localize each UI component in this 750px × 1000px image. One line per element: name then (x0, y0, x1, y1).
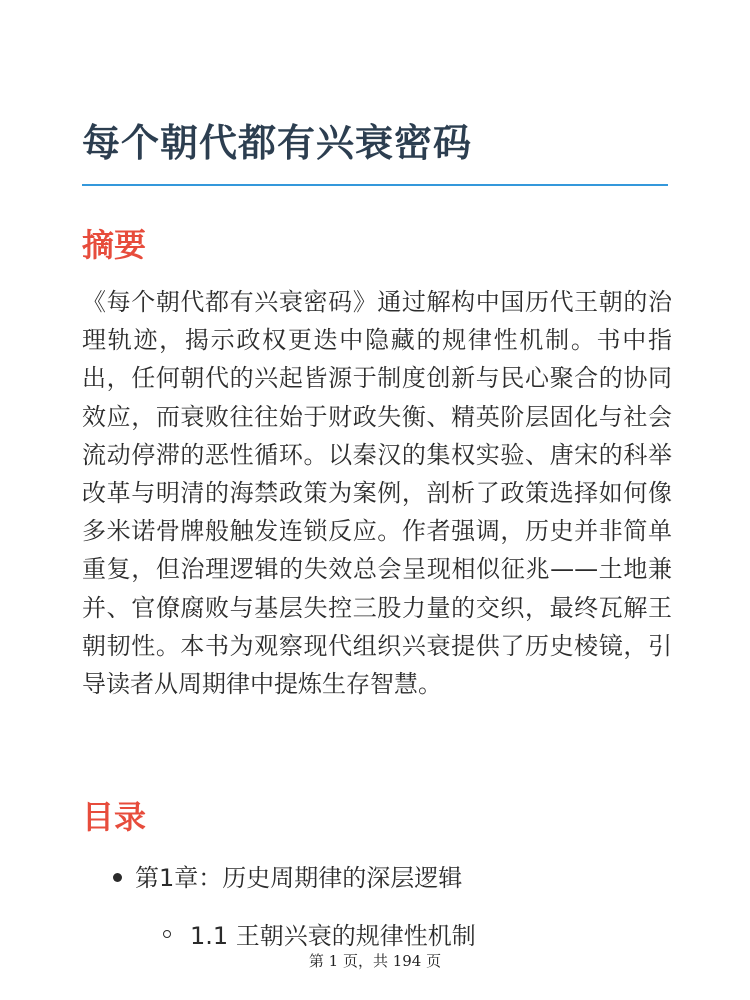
document-title: 每个朝代都有兴衰密码 (82, 121, 473, 165)
toc-heading: 目录 (82, 798, 147, 836)
toc-item-chapter-1[interactable]: 第1章：历史周期律的深层逻辑 (135, 864, 463, 892)
abstract-paragraph: 《每个朝代都有兴衰密码》通过解构中国历代王朝的治理轨迹，揭示政权更迭中隐藏的规律性机制。书中指出，任何朝代的兴起皆源于制度创新与民心聚合的协同效应，而衰败往往始于财政失衡、精英阶层固化与社会流动停滞的恶性循环。以秦汉的集权实验、唐宋的科举改革与明清的海禁政策为案例，剖析了政策选择如何像多米诺骨牌般触发连锁反应。作者强调，历史并非简单重复，但治理逻辑的失效总会呈现相似征兆——土地兼并、官僚腐败与基层失控三股力量的交织，最终瓦解王朝韧性。本书为观察现代组织兴衰提供了历史棱镜，引导读者从周期律中提炼生存智慧。 (82, 288, 672, 699)
abstract-heading: 摘要 (82, 226, 147, 264)
bullet-disc-icon (113, 873, 122, 882)
page-number-footer: 第 1 页，共 194 页 (308, 952, 442, 970)
title-divider (82, 184, 668, 186)
bullet-circle-icon (163, 930, 171, 938)
toc-item-section-1-1[interactable]: 1.1 王朝兴衰的规律性机制 (190, 922, 476, 950)
